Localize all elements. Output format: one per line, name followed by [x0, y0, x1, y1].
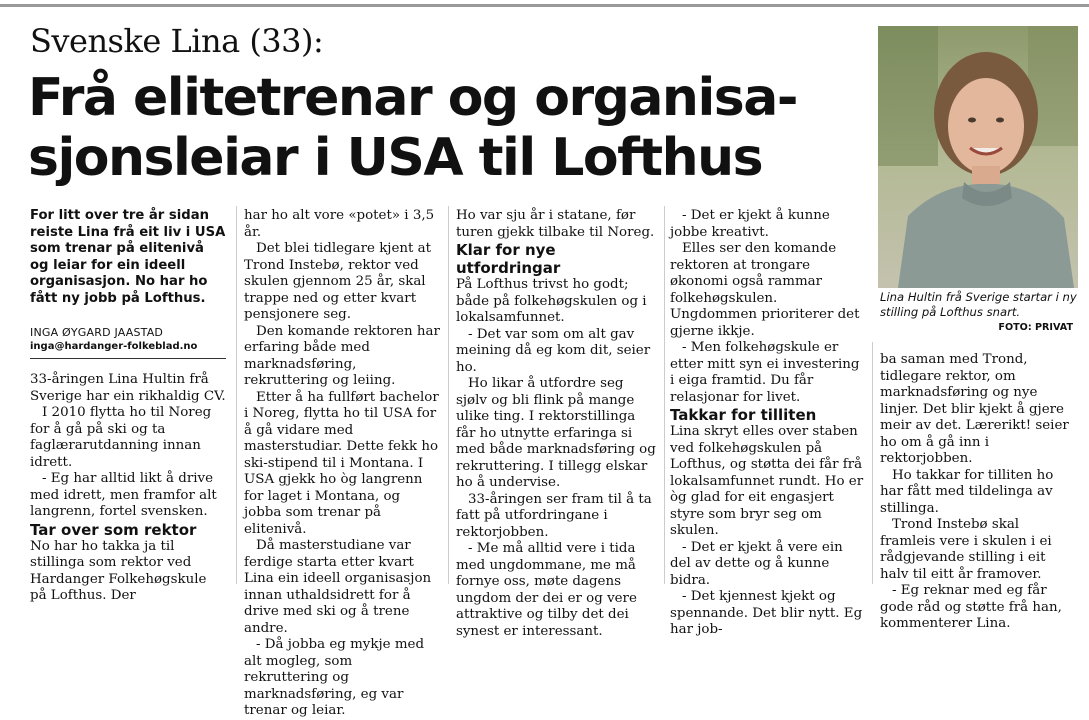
paragraph: - Det er kjekt å kunne jobbe kreativt. — [670, 208, 830, 240]
paragraph: På Lofthus trivst ho godt; både på folkehøgskulen og i lokalsamfunnet. — [456, 277, 647, 325]
paragraph: Det blei tidlegare kjent at Trond Instebø, rektor ved skulen gjennom 25 år, skal trappe ned og etter kvart pensjonere seg. — [244, 241, 432, 322]
paragraph: Den komande rektoren har erfaring både med marknadsføring, rekruttering og leiing. — [244, 323, 440, 388]
paragraph: Då masterstudiane var ferdige starta etter kvart Lina ein ideell organisasjon innan uthaldsidrett for å drive med ski og å trene andre. — [244, 538, 432, 636]
paragraph: - Det er kjekt å vere ein del av dette og å kunne bidra. — [670, 539, 843, 588]
portrait-illustration — [878, 26, 1078, 288]
paragraph: 33-åringen Lina Hultin frå Sverige har ein rikhaldig CV. — [30, 372, 226, 404]
column-4 — [670, 208, 866, 639]
column-rule — [872, 342, 873, 584]
paragraph: - Då jobba eg mykje med alt mogleg, som rekruttering og marknadsføring, eg var trenar og leiar. — [244, 637, 425, 718]
paragraph: - Det kjennest kjekt og spennande. Det blir nytt. Eg har job- — [670, 589, 863, 637]
paragraph: Ho takkar for tilliten ho har fått med tildelinga av stillinga. — [880, 467, 1054, 516]
paragraph: - Men folkehøgskule er etter mitt syn ei investering i eiga framtid. Du får relasjonar for livet. — [670, 340, 860, 405]
column-2 — [244, 208, 440, 720]
paragraph: Lina skryt elles over staben ved folkehøgskulen på Lofthus, og støtta dei får frå lokalsamfunnet rundt. Ho er òg glad for eit engasjert styre som bryr seg om skulen. — [670, 424, 864, 538]
article-headline — [28, 68, 868, 188]
headline-line-2: sjonsleiar i USA til Lofthus — [28, 128, 763, 188]
portrait-photo — [878, 26, 1078, 288]
column-3 — [456, 208, 656, 640]
article-kicker: Svenske Lina (33): — [30, 22, 324, 60]
paragraph: - Det var som om alt gav meining då eg kom dit, seier ho. — [456, 326, 651, 375]
byline-email: inga@hardanger-folkeblad.no — [30, 341, 198, 352]
paragraph: Trond Instebø skal framleis vere i skulen i ei rådgjevande stilling i eit halv til eitt år framover. — [880, 517, 1052, 582]
paragraph: ba saman med Trond, tidlegare rektor, om marknadsføring og nye linjer. Det blir kjekt å gjere meir av det. Lærerikt! seier ho om å gå inn i rektorjobben. — [880, 352, 1069, 466]
paragraph: Ho var sju år i statane, før turen gjekk tilbake til Noreg. — [456, 208, 655, 240]
subheading-tar-over: Tar over som rektor — [30, 520, 197, 539]
column-rule — [448, 206, 449, 584]
paragraph: - Eg har alltid likt å drive med idrett, men framfor alt langrenn, fortel svensken. — [30, 471, 217, 519]
column-1 — [30, 372, 226, 605]
paragraph: Elles ser den komande rektoren at trongare økonomi også rammar folkehøgskulen. Ungdommen prioriterer det gjerne ikkje. — [670, 241, 860, 339]
byline-name: INGA ØYGARD JAASTAD — [30, 326, 164, 339]
paragraph: - Me må alltid vere i tida med ungdommane, me må fornye oss, møte dagens ungdom der dei er og vere attraktive og tilby det dei synest er interessant. — [456, 541, 637, 639]
paragraph: - Eg reknar med eg får gode råd og støtte frå han, kommenterer Lina. — [880, 583, 1062, 631]
subheading-klar: Klar for nye utfordringar — [456, 241, 561, 277]
paragraph: har ho alt vore «potet» i 3,5 år. — [244, 208, 435, 240]
paragraph: I 2010 flytta ho til Noreg for å gå på ski og ta faglærarutdanning innan idrett. — [30, 405, 212, 470]
column-5 — [880, 352, 1078, 633]
subheading-takkar: Takkar for tilliten — [670, 406, 817, 424]
paragraph: 33-åringen ser fram til å ta fatt på utfordringane i rektorjobben. — [456, 491, 652, 540]
top-rule — [0, 4, 1089, 7]
byline-divider — [30, 358, 226, 359]
article-lead: For litt over tre år sidan reiste Lina frå eit liv i USA som trenar på elitenivå og leiar for ein ideell organisasjon. No har ho fått ny jobb på Lofthus. — [30, 208, 226, 306]
photo-credit: FOTO: PRIVAT — [998, 322, 1073, 333]
paragraph: Etter å ha fullført bachelor i Noreg, flytta ho til USA for å gå vidare med masterstudiar. Dette fekk ho ski-stipend til i Montana. I USA gjekk ho òg langrenn for laget i Montana, og jobba som trenar på elitenivå. — [244, 389, 439, 537]
paragraph: No har ho takka ja til stillinga som rektor ved Hardanger Folkehøgskule på Lofthus. Der — [30, 538, 207, 603]
photo-caption: Lina Hultin frå Sverige startar i ny stilling på Lofthus snart. — [880, 290, 1077, 319]
column-rule — [664, 206, 665, 584]
paragraph: Ho likar å utfordre seg sjølv og bli flink på mange ulike ting. I rektorstillinga får ho utnytte erfaringa si med både marknadsføring og rekruttering. I tillegg elskar ho å undervise. — [456, 376, 656, 490]
byline — [30, 326, 226, 354]
column-rule — [236, 206, 237, 584]
headline-line-1: Frå elitetrenar og organisa- — [28, 68, 797, 128]
